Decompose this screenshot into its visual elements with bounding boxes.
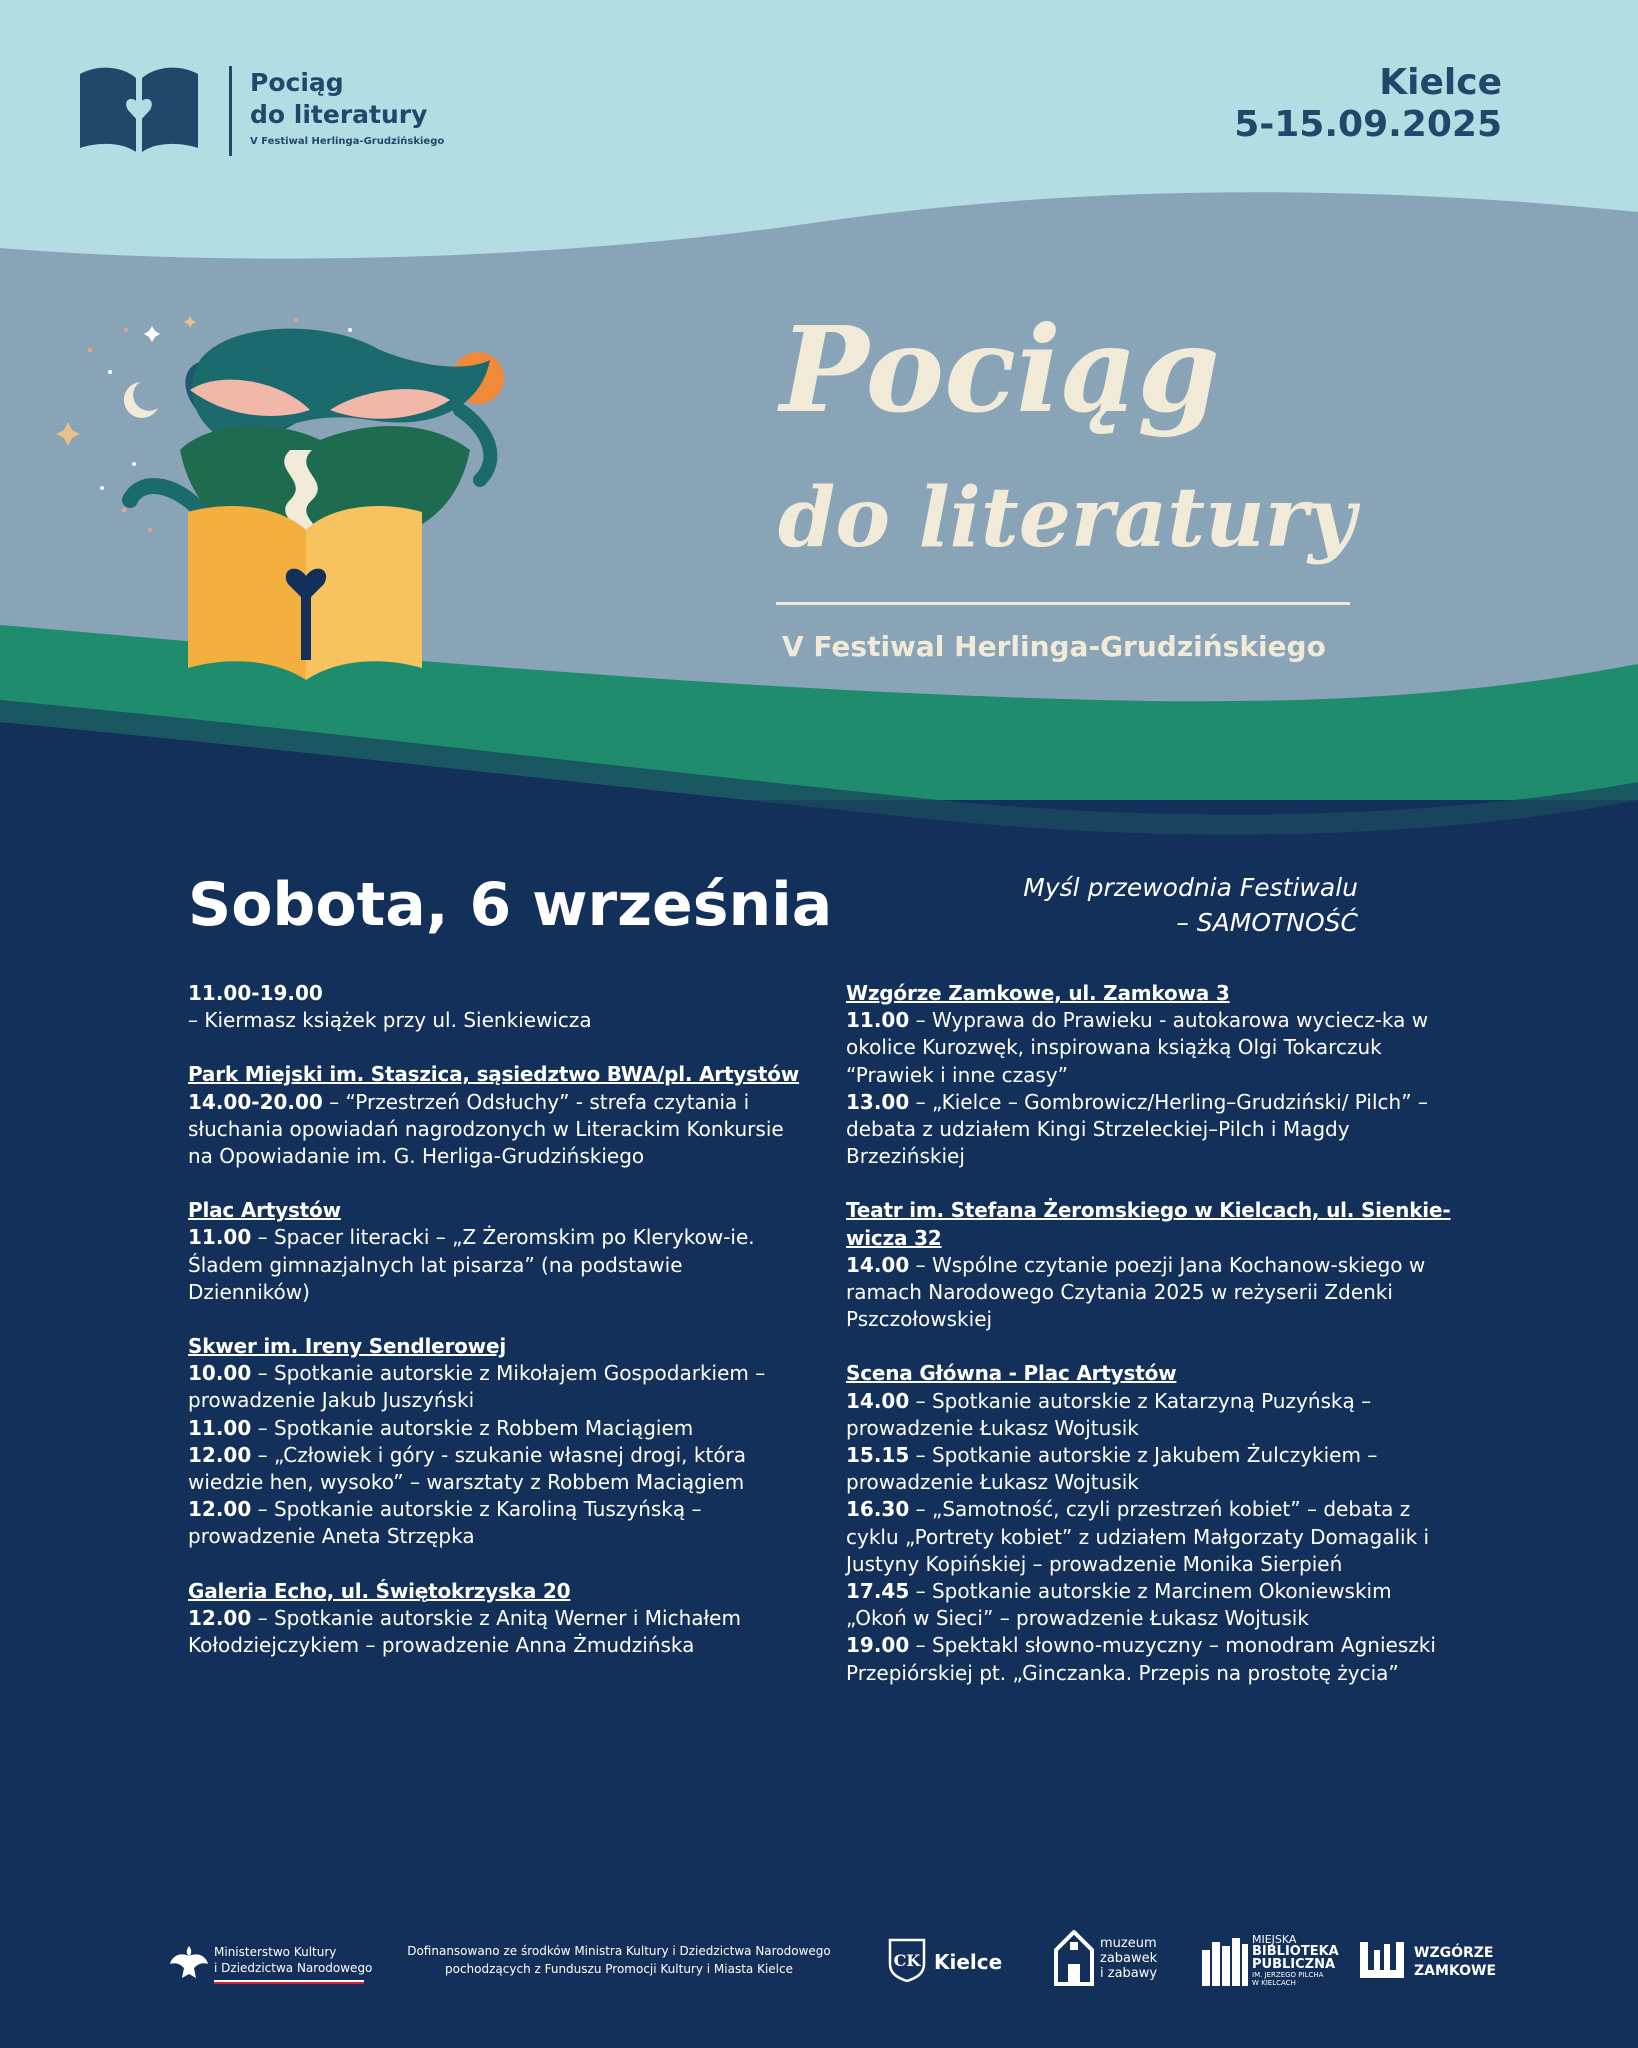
schedule-block (188, 1061, 808, 1170)
schedule-block (188, 1578, 808, 1660)
kielce-crest-icon (888, 1938, 926, 1982)
schedule-entry (846, 1252, 1456, 1334)
title-line-2: do literatury (778, 470, 1356, 566)
house-icon (1054, 1930, 1094, 1986)
entry-text: – Spotkanie autorskie z Mikołajem Gospodarkiem – prowadzenie Jakub Juszyński (188, 1361, 766, 1413)
entry-time: 10.00 (188, 1361, 252, 1386)
schedule-entry (846, 1089, 1456, 1171)
book-heart-logo-icon (78, 60, 200, 154)
entry-text: – „Człowiek i góry - szukanie własnej drogi, która wiedzie hen, wysoko” – warsztaty z Robbem Maciągiem (188, 1442, 747, 1495)
entry-text: – „Kielce – Gombrowicz/Herling–Grudziński/ Pilch” – debata z udziałem Kingi Strzeleckiej–Pilch i Magdy Brzezińskiej (846, 1089, 1428, 1169)
schedule-entry (188, 1224, 808, 1306)
svg-text:CK: CK (893, 1951, 921, 1970)
schedule-entry (188, 980, 808, 1007)
wzgorze-line-1: WZGÓRZE (1414, 1945, 1494, 1961)
entry-time: 16.30 (846, 1497, 910, 1522)
schedule-right-column (846, 980, 1456, 1714)
entry-text: – Spotkanie autorskie z Robbem Maciągiem (251, 1415, 694, 1440)
schedule-entry (846, 1388, 1456, 1442)
moon-icon (124, 382, 158, 418)
venue-name-continued: wicza 32 (846, 1225, 942, 1250)
schedule-entry (188, 1442, 808, 1496)
entry-text: – Spotkanie autorskie z Jakubem Żulczykiem – prowadzenie Łukasz Wojtusik (846, 1443, 1378, 1495)
ministry-line-1: Ministerstwo Kultury (214, 1945, 337, 1959)
kielce-text: Kielce (934, 1950, 1003, 1974)
day-title: Sobota, 6 września (188, 870, 833, 940)
entry-time: 12.00 (188, 1497, 252, 1522)
schedule-entry-text: – Kiermasz książek przy ul. Sienkiewicza (188, 1008, 592, 1033)
entry-time: 15.15 (846, 1443, 910, 1468)
schedule-entry (188, 1496, 808, 1550)
title-rule (776, 602, 1350, 605)
library-line-5: W KIELCACH (1252, 1979, 1296, 1987)
entry-text: – “Przestrzeń Odsłuchy” - strefa czytania i słuchania opowiadań nagrodzonych w Literackim Konkursie na Opowiadanie im. G. Herliga-Grudzińskiego (188, 1089, 784, 1169)
entry-time: 19.00 (846, 1633, 910, 1658)
library-line-4: IM. JERZEGO PILCHA (1252, 1971, 1324, 1979)
schedule-entry (188, 1605, 808, 1659)
schedule-block (846, 1360, 1456, 1686)
festival-logo (78, 60, 448, 160)
entry-text: – Spotkanie autorskie z Anitą Werner i Michałem Kołodziejczykiem – prowadzenie Anna Żmudzińska (188, 1605, 741, 1658)
entry-text: – Wyprawa do Prawieku - autokarowa wyciecz-ka w okolice Kurozwęk, inspirowana książką Olgi Tokarczuk “Prawiek i inne czasy” (846, 1008, 1429, 1087)
funding-line-1: Dofinansowano ze środków Ministra Kultury i Dziedzictwa Narodowego (407, 1944, 831, 1958)
city-and-dates (1234, 62, 1502, 146)
logo-line-1: Pociąg (250, 68, 344, 97)
venue-name: Teatr im. Stefana Żeromskiego w Kielcach, ul. Sienkie- (846, 1198, 1451, 1223)
schedule-left-column (188, 980, 808, 1686)
schedule-block (846, 980, 1456, 1170)
city: Kielce (1379, 62, 1502, 103)
flag-bar (214, 1980, 364, 1984)
entry-text: – „Samotność, czyli przestrzeń kobiet” – debata z cyklu „Portrety kobiet” z udziałem Małgorzaty Domagalik i Justyny Kopińskiej – prowadzenie Monika Sierpień (846, 1497, 1430, 1576)
museum-name (1100, 1936, 1157, 1981)
wzgorze-name (1414, 1944, 1496, 1980)
entry-time: 14.00-20.00 (188, 1089, 323, 1114)
entry-text: – Spektakl słowno-muzyczny – monodram Agnieszki Przepiórskiej pt. „Ginczanka. Przepis na prostotę życia” (846, 1633, 1436, 1685)
book-illustration (50, 300, 510, 700)
title-subtitle: V Festiwal Herlinga-Grudzińskiego (782, 630, 1326, 663)
entry-text: – Spotkanie autorskie z Karoliną Tuszyńską – prowadzenie Aneta Strzępka (188, 1497, 702, 1549)
entry-time: 11.00 (846, 1008, 910, 1033)
entry-time: 14.00 (846, 1388, 910, 1413)
schedule-entry (846, 1578, 1456, 1632)
logo-line-3: V Festiwal Herlinga-Grudzińskiego (250, 136, 445, 147)
entry-time: 11.00 (188, 1415, 252, 1440)
schedule-entry (846, 1496, 1456, 1578)
eagle-icon (168, 1942, 210, 1984)
venue-name: Plac Artystów (188, 1198, 341, 1223)
venue-name: Skwer im. Ireny Sendlerowej (188, 1334, 506, 1359)
festival-dates: 5-15.09.2025 (1234, 104, 1502, 145)
castle-icon (1358, 1940, 1406, 1980)
entry-time: 13.00 (846, 1089, 910, 1114)
library-name (1252, 1934, 1339, 1987)
entry-text: – Wspólne czytanie poezji Jana Kochanow-skiego w ramach Narodowego Czytania 2025 w reżyserii Zdenki Pszczołowskiej (846, 1252, 1426, 1332)
museum-line-1: muzeum (1100, 1936, 1157, 1951)
schedule-block (188, 1197, 808, 1306)
venue-name: Galeria Echo, ul. Świętokrzyska 20 (188, 1578, 571, 1603)
entry-time: 11.00-19.00 (188, 981, 323, 1005)
schedule-entry (188, 1089, 808, 1171)
library-line-3: PUBLICZNA (1252, 1957, 1336, 1972)
schedule-entry (846, 1632, 1456, 1686)
entry-time: 12.00 (188, 1442, 252, 1467)
festival-motto (1023, 870, 1358, 940)
schedule-entry (846, 1442, 1456, 1496)
schedule-block (846, 1197, 1456, 1333)
schedule-entry (188, 1415, 808, 1442)
library-line-2: BIBLIOTEKA (1252, 1944, 1339, 1959)
logo-divider (229, 66, 232, 156)
schedule-block (188, 1333, 808, 1551)
ministry-line-2: i Dziedzictwa Narodowego (214, 1961, 373, 1975)
venue-name: Park Miejski im. Staszica, sąsiedztwo BWA/pl. Artystów (188, 1062, 800, 1087)
library-line-1: MIEJSKA (1252, 1933, 1297, 1946)
ministry-name (214, 1944, 372, 1976)
entry-time: 12.00 (188, 1605, 252, 1630)
entry-time: 17.45 (846, 1579, 910, 1604)
schedule-entry (188, 1360, 808, 1414)
entry-text: – Spotkanie autorskie z Katarzyną Puzyńską – prowadzenie Łukasz Wojtusik (846, 1388, 1372, 1440)
title-line-1: Pociąg (780, 300, 1220, 439)
entry-time: 11.00 (188, 1225, 252, 1250)
schedule-entry (846, 1007, 1456, 1089)
motto-line-1: Myśl przewodnia Festiwalu (1023, 873, 1358, 902)
funding-note (396, 1942, 842, 1978)
motto-line-2: – SAMOTNOŚĆ (1176, 908, 1358, 937)
venue-name: Wzgórze Zamkowe, ul. Zamkowa 3 (846, 981, 1230, 1005)
venue-name: Scena Główna - Plac Artystów (846, 1361, 1177, 1386)
books-icon (1200, 1936, 1250, 1986)
entry-text: – Spotkanie autorskie z Marcinem Okoniewskim „Okoń w Sieci” – prowadzenie Łukasz Wojtusik (846, 1579, 1392, 1631)
museum-line-2: zabawek (1100, 1951, 1158, 1966)
museum-line-3: i zabawy (1100, 1966, 1158, 1981)
entry-text: – Spacer literacki – „Z Żeromskim po Klerykow-ie. Śladem gimnazjalnych lat pisarza” (na podstawie Dzienników) (188, 1225, 755, 1304)
sponsors-footer (0, 1930, 1638, 2010)
schedule-block (188, 980, 808, 1034)
entry-time: 14.00 (846, 1252, 910, 1277)
wzgorze-line-2: ZAMKOWE (1414, 1963, 1497, 1979)
logo-line-2: do literatury (250, 100, 428, 129)
funding-line-2: pochodzących z Funduszu Promocji Kultury i Miasta Kielce (445, 1962, 793, 1976)
